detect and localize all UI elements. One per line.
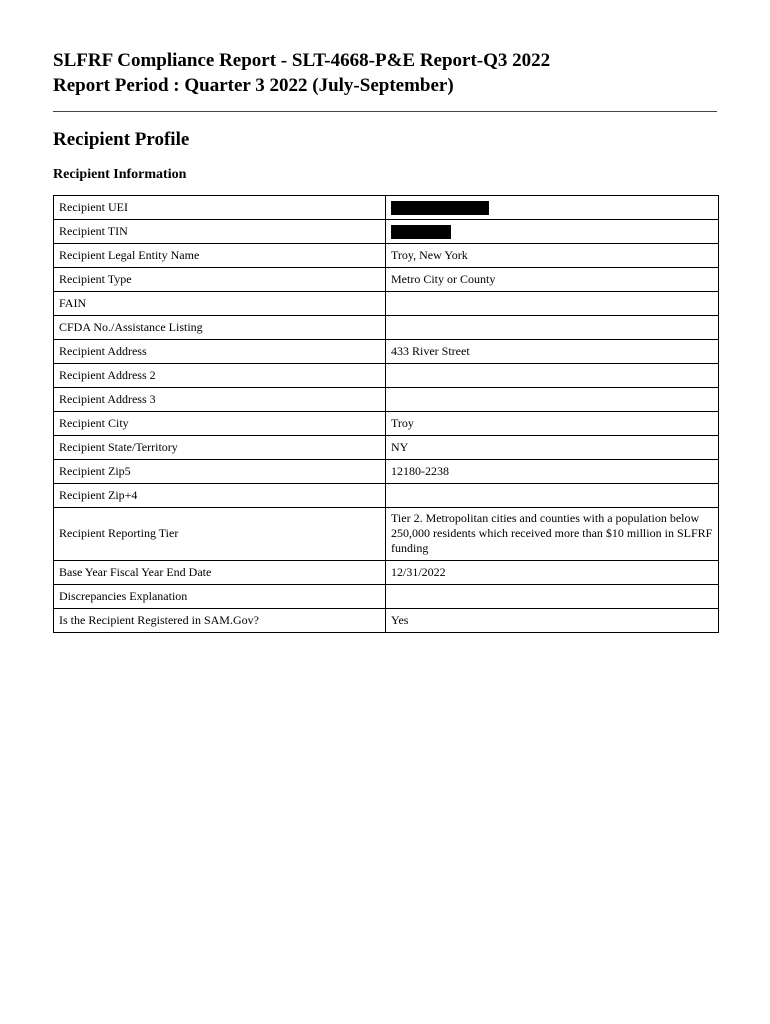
row-label: Recipient UEI xyxy=(54,196,386,220)
row-value xyxy=(386,196,719,220)
row-value xyxy=(386,585,719,609)
row-value xyxy=(386,388,719,412)
row-value: Yes xyxy=(386,609,719,633)
row-label: Recipient Type xyxy=(54,268,386,292)
table-row xyxy=(54,388,719,412)
row-label: Recipient Zip5 xyxy=(54,460,386,484)
table-row xyxy=(54,585,719,609)
row-label: Base Year Fiscal Year End Date xyxy=(54,561,386,585)
table-row xyxy=(54,244,719,268)
subsection-title: Recipient Information xyxy=(53,167,187,182)
table-row xyxy=(54,292,719,316)
report-title: SLFRF Compliance Report - SLT-4668-P&E Report-Q3 2022 xyxy=(53,50,551,71)
row-label: FAIN xyxy=(54,292,386,316)
redaction-bar xyxy=(391,225,451,239)
table-row xyxy=(54,436,719,460)
row-value: 12/31/2022 xyxy=(386,561,719,585)
recipient-info-table xyxy=(53,195,719,633)
table-row xyxy=(54,196,719,220)
table-row xyxy=(54,220,719,244)
header-divider xyxy=(53,111,717,112)
redaction-bar xyxy=(391,201,489,215)
row-value: Tier 2. Metropolitan cities and counties with a population below 250,000 residents which received more than $10 million in SLFRF funding xyxy=(386,508,719,561)
row-label: CFDA No./Assistance Listing xyxy=(54,316,386,340)
row-label: Recipient TIN xyxy=(54,220,386,244)
row-value: 12180-2238 xyxy=(386,460,719,484)
table-row xyxy=(54,340,719,364)
row-label: Recipient Zip+4 xyxy=(54,484,386,508)
row-label: Is the Recipient Registered in SAM.Gov? xyxy=(54,609,386,633)
row-label: Recipient Address 2 xyxy=(54,364,386,388)
table-row xyxy=(54,561,719,585)
report-period: Report Period : Quarter 3 2022 (July-September) xyxy=(53,75,454,96)
table-row xyxy=(54,460,719,484)
row-label: Recipient State/Territory xyxy=(54,436,386,460)
row-value xyxy=(386,484,719,508)
row-value xyxy=(386,292,719,316)
row-value: Metro City or County xyxy=(386,268,719,292)
row-label: Recipient Reporting Tier xyxy=(54,508,386,561)
row-value: Troy, New York xyxy=(386,244,719,268)
report-page xyxy=(53,48,717,633)
row-label: Recipient City xyxy=(54,412,386,436)
table-row xyxy=(54,364,719,388)
table-row xyxy=(54,412,719,436)
section-title: Recipient Profile xyxy=(53,129,190,150)
table-row xyxy=(54,484,719,508)
table-row xyxy=(54,508,719,561)
row-value xyxy=(386,316,719,340)
row-label: Recipient Address xyxy=(54,340,386,364)
row-value: Troy xyxy=(386,412,719,436)
row-value xyxy=(386,220,719,244)
row-value: 433 River Street xyxy=(386,340,719,364)
row-label: Recipient Address 3 xyxy=(54,388,386,412)
row-label: Recipient Legal Entity Name xyxy=(54,244,386,268)
row-value xyxy=(386,364,719,388)
table-row xyxy=(54,316,719,340)
table-row xyxy=(54,268,719,292)
row-value: NY xyxy=(386,436,719,460)
table-row xyxy=(54,609,719,633)
row-label: Discrepancies Explanation xyxy=(54,585,386,609)
